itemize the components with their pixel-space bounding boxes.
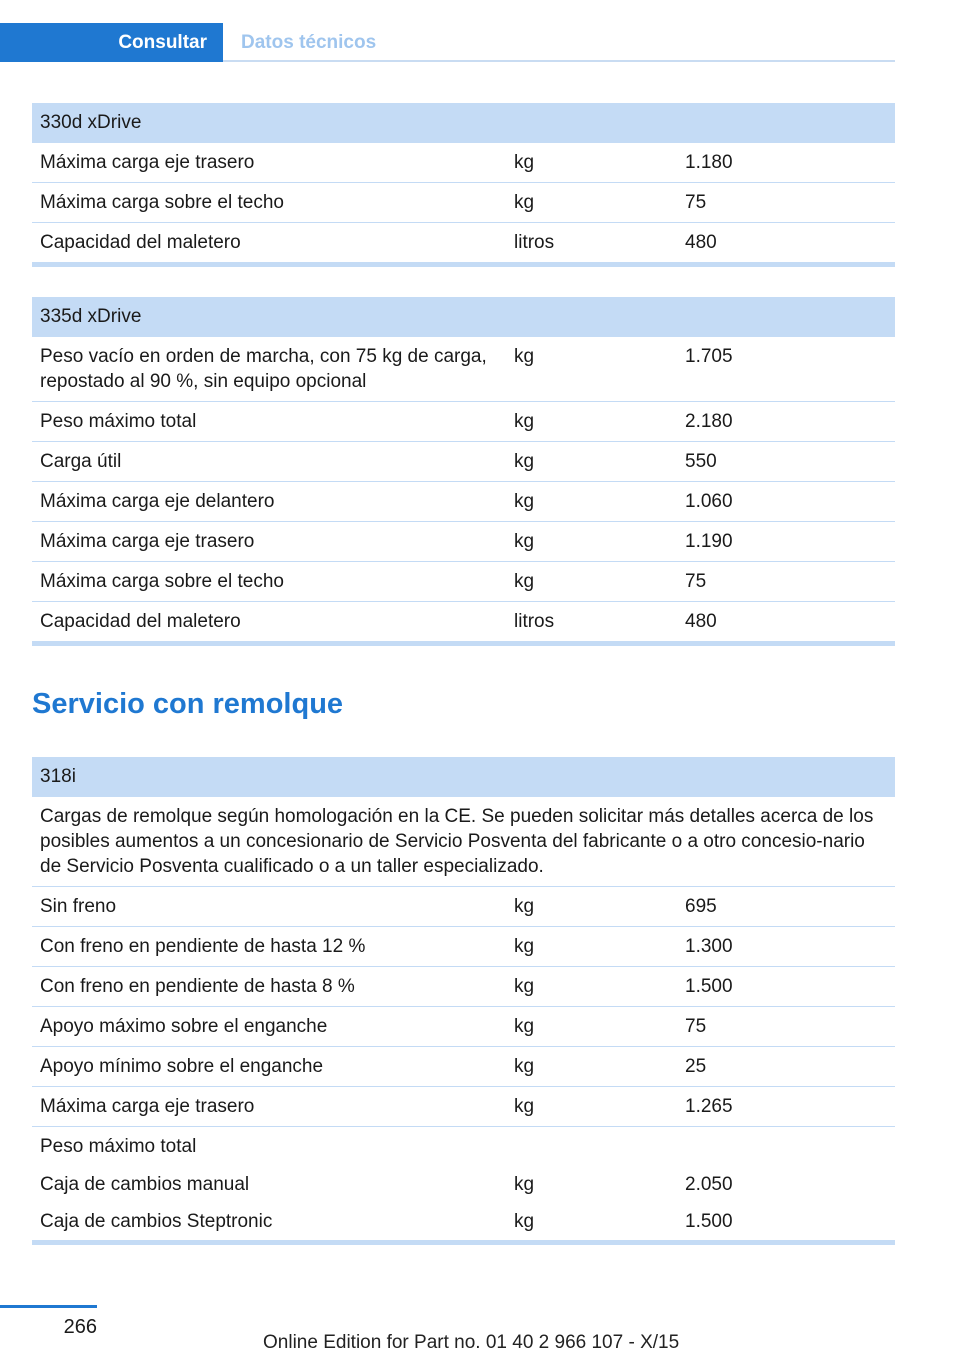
header-divider <box>223 60 895 62</box>
row-unit: kg <box>514 491 535 512</box>
table-end-bar <box>32 262 895 267</box>
row-unit: kg <box>514 1096 535 1117</box>
table-row <box>32 602 895 641</box>
row-label: Máxima carga sobre el techo <box>40 571 284 592</box>
table-row <box>32 562 895 602</box>
page-number: 266 <box>63 1316 97 1338</box>
row-value: 550 <box>685 451 717 472</box>
table-title: 318i <box>32 757 895 797</box>
table-row <box>32 482 895 522</box>
row-unit: kg <box>514 411 535 432</box>
table-subheading: Peso máximo total <box>40 1136 197 1157</box>
row-label: Con freno en pendiente de hasta 8 % <box>40 976 355 997</box>
row-value: 1.265 <box>685 1096 733 1117</box>
row-label: Sin freno <box>40 896 117 917</box>
table-note-row <box>32 797 895 887</box>
tab-consultar[interactable]: Consultar <box>0 23 223 62</box>
table-335d-xdrive <box>32 297 895 646</box>
row-label: Capacidad del maletero <box>40 232 241 253</box>
row-label: Peso vacío en orden de marcha, con 75 kg de carga, repostado al 90 %, sin equipo opcional <box>40 346 487 392</box>
table-330d-xdrive <box>32 103 895 267</box>
row-value: 1.705 <box>685 346 733 367</box>
table-row <box>32 522 895 562</box>
row-unit: kg <box>514 346 535 367</box>
row-value: 75 <box>685 1016 707 1037</box>
row-value: 25 <box>685 1056 707 1077</box>
row-unit: kg <box>514 571 535 592</box>
row-unit: kg <box>514 531 535 552</box>
footer-edition: Online Edition for Part no. 01 40 2 966 107 - X/15 <box>263 1332 680 1353</box>
row-unit: kg <box>514 1174 535 1195</box>
row-label: Apoyo máximo sobre el enganche <box>40 1016 328 1037</box>
row-value: 1.500 <box>685 976 733 997</box>
row-value: 480 <box>685 232 717 253</box>
table-title: 335d xDrive <box>32 297 895 337</box>
row-unit: kg <box>514 192 535 213</box>
table-row <box>32 223 895 262</box>
row-value: 1.190 <box>685 531 733 552</box>
row-value: 1.300 <box>685 936 733 957</box>
row-label: Capacidad del maletero <box>40 611 241 632</box>
table-row <box>32 402 895 442</box>
table-row <box>32 1087 895 1127</box>
row-value: 75 <box>685 192 707 213</box>
section-title: Servicio con remolque <box>32 688 344 720</box>
table-row <box>32 927 895 967</box>
page-header <box>0 23 895 62</box>
row-value: 480 <box>685 611 717 632</box>
table-end-bar <box>32 1240 895 1245</box>
table-row <box>32 1007 895 1047</box>
row-unit: kg <box>514 896 535 917</box>
page-number-bar <box>0 1305 97 1308</box>
table-row <box>32 143 895 183</box>
table-318i-towing <box>32 757 895 1245</box>
row-value: 75 <box>685 571 707 592</box>
row-value: 1.500 <box>685 1211 733 1232</box>
row-value: 695 <box>685 896 717 917</box>
row-value: 1.180 <box>685 152 733 173</box>
row-label: Caja de cambios manual <box>40 1174 250 1195</box>
row-label: Máxima carga sobre el techo <box>40 192 284 213</box>
row-unit: kg <box>514 451 535 472</box>
table-title: 330d xDrive <box>32 103 895 143</box>
table-row <box>32 887 895 927</box>
row-unit: kg <box>514 1056 535 1077</box>
row-label: Máxima carga eje trasero <box>40 152 255 173</box>
tab-datos-tecnicos[interactable]: Datos técnicos <box>241 31 377 53</box>
table-row <box>32 183 895 223</box>
row-label: Caja de cambios Steptronic <box>40 1211 273 1232</box>
row-unit: kg <box>514 152 535 173</box>
row-label: Carga útil <box>40 451 122 472</box>
table-row <box>32 1166 895 1203</box>
row-unit: kg <box>514 936 535 957</box>
row-value: 1.060 <box>685 491 733 512</box>
row-unit: litros <box>514 232 555 253</box>
table-row <box>32 1047 895 1087</box>
row-unit: litros <box>514 611 555 632</box>
table-note: Cargas de remolque según homologación en la CE. Se pueden solicitar más detalles acerca de los posibles aumentos a un concesionario de Servicio Posventa del fabricante o a otro concesio-nario de Servicio Posventa cualificado o a un taller especializado. <box>40 806 874 877</box>
table-row <box>32 442 895 482</box>
row-label: Máxima carga eje delantero <box>40 491 275 512</box>
row-label: Apoyo mínimo sobre el enganche <box>40 1056 324 1077</box>
row-value: 2.180 <box>685 411 733 432</box>
row-unit: kg <box>514 1016 535 1037</box>
row-unit: kg <box>514 1211 535 1232</box>
row-label: Peso máximo total <box>40 411 197 432</box>
table-row <box>32 1203 895 1240</box>
table-row <box>32 967 895 1007</box>
row-label: Máxima carga eje trasero <box>40 1096 255 1117</box>
table-end-bar <box>32 641 895 646</box>
row-label: Máxima carga eje trasero <box>40 531 255 552</box>
row-value: 2.050 <box>685 1174 733 1195</box>
table-row <box>32 337 895 402</box>
table-subheading-row <box>32 1127 895 1166</box>
row-label: Con freno en pendiente de hasta 12 % <box>40 936 366 957</box>
row-unit: kg <box>514 976 535 997</box>
